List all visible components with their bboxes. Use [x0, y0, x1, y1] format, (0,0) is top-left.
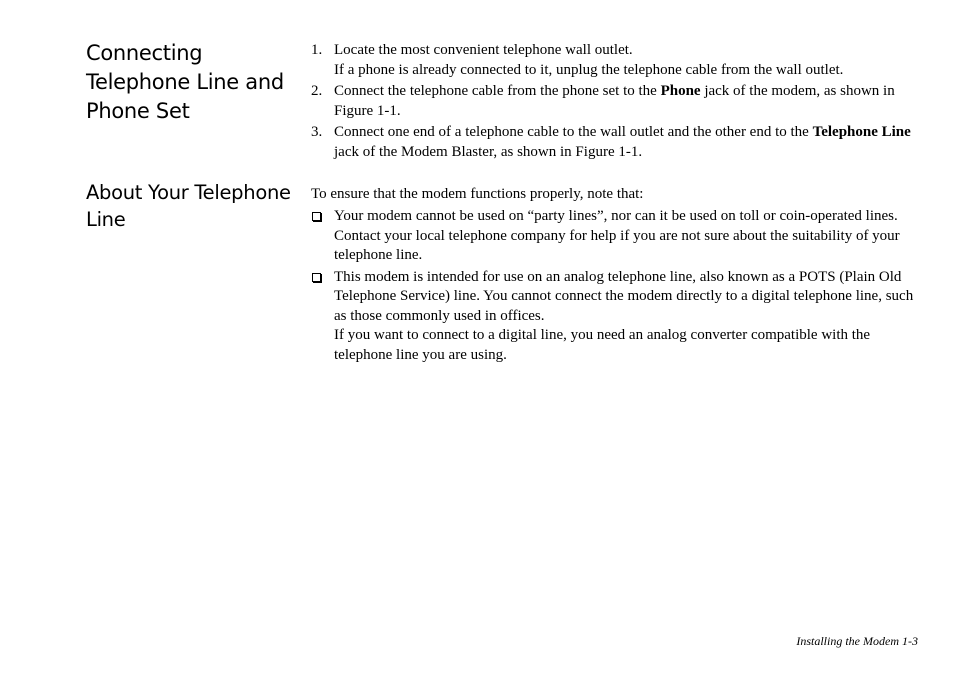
- step-text: If a phone is already connected to it, unplug the telephone cable from the wall outlet.: [334, 61, 844, 78]
- checkbox-bullet-icon: [312, 273, 321, 282]
- section-heading-connecting: Connecting Telephone Line and Phone Set: [86, 41, 284, 123]
- step-text: Locate the most convenient telephone wall outlet.: [334, 42, 633, 58]
- section-heading-about-line: About Your Telephone Line: [86, 181, 291, 231]
- step-item: [311, 82, 921, 121]
- step-number: 1.: [311, 42, 323, 58]
- step-text: Connect the telephone cable from the phone set to the: [334, 83, 661, 99]
- step-number: 3.: [311, 124, 323, 140]
- step-item: [311, 41, 921, 80]
- notes-list: [311, 207, 921, 367]
- note-text: This modem is intended for use on an analog telephone line, also known as a POTS (Plain Old Telephone Service) line. You cannot connect the modem directly to a digital telephone line, such as those commonly used in offices.: [334, 268, 914, 324]
- note-text: Your modem cannot be used on “party lines”, nor can it be used on toll or coin-operated lines.: [334, 208, 898, 224]
- note-item: [311, 207, 921, 266]
- note-item: [311, 268, 921, 366]
- step-text: jack of the modem, as shown in Figure 1-1.: [334, 83, 895, 119]
- step-text: jack of the Modem Blaster, as shown in Figure 1-1.: [334, 143, 643, 160]
- jack-name-phone: Phone: [660, 83, 701, 99]
- step-number: 2.: [311, 83, 323, 99]
- checkbox-bullet-icon: [312, 212, 321, 221]
- page-footer: Installing the Modem 1-3: [796, 634, 918, 648]
- step-item: [311, 123, 921, 162]
- note-text: If you want to connect to a digital line, you need an analog converter compatible with the telephone line you are using.: [334, 327, 871, 363]
- intro-paragraph: To ensure that the modem functions properly, note that:: [311, 186, 644, 202]
- step-text: Connect one end of a telephone cable to the wall outlet and the other end to the: [334, 124, 813, 140]
- connection-steps-list: [311, 41, 921, 164]
- jack-name-telephone-line: Telephone Line: [812, 124, 911, 140]
- note-text: Contact your local telephone company for help if you are not sure about the suitability of your telephone line.: [334, 227, 900, 263]
